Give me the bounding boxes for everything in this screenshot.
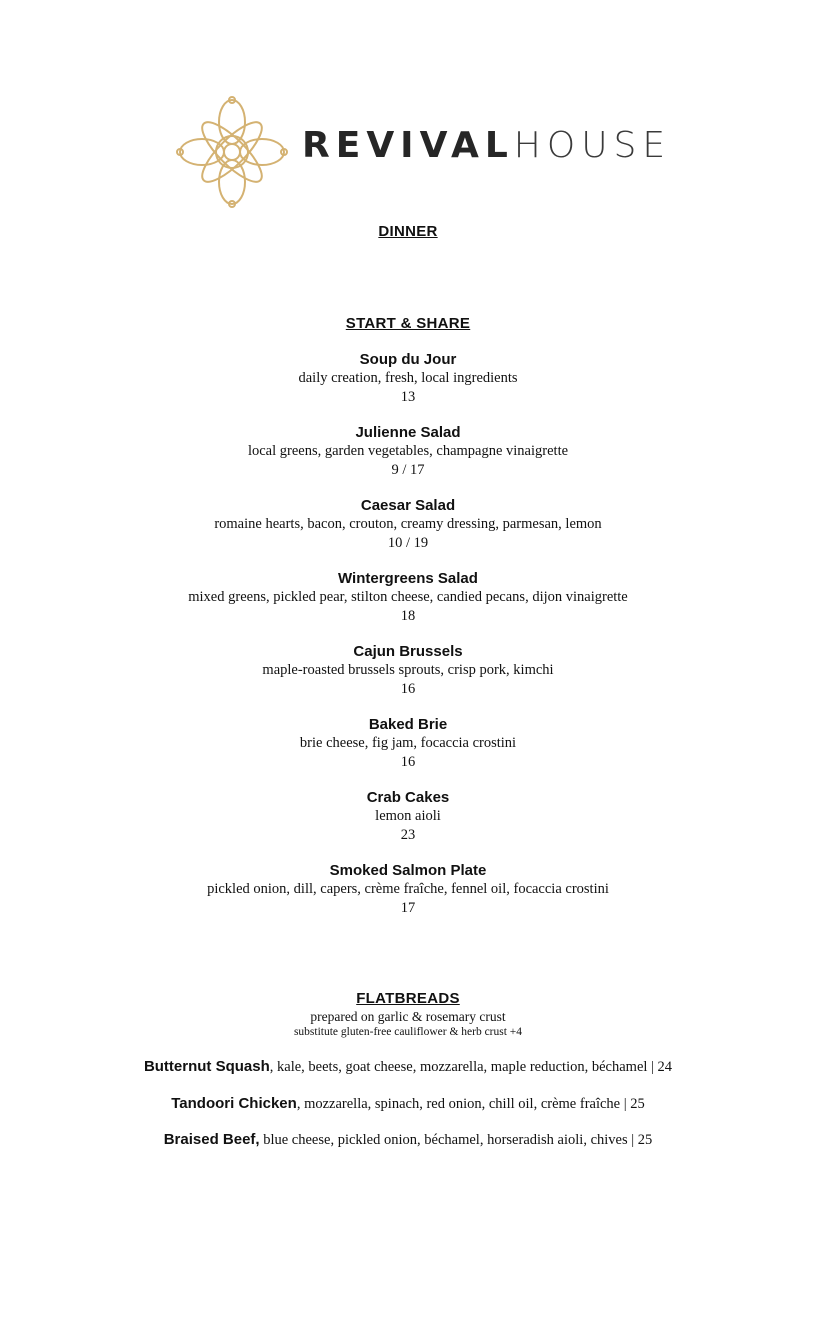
menu-item-desc: maple-roasted brussels sprouts, crisp pork, kimchi <box>262 662 554 679</box>
menu-item-price: 16 <box>400 680 416 697</box>
menu-item-price: 13 <box>400 388 416 405</box>
menu-item-price: 16 <box>400 753 416 770</box>
menu-item-price: 9 / 17 <box>391 461 425 478</box>
menu-item-name: Smoked Salmon Plate <box>329 862 487 879</box>
brand-name <box>302 125 672 166</box>
flatbreads-subtitle: prepared on garlic & rosemary crust <box>310 1009 506 1024</box>
menu-item-price: 23 <box>400 826 416 843</box>
menu-item-desc: local greens, garden vegetables, champagne vinaigrette <box>247 443 569 460</box>
menu-item <box>0 424 816 479</box>
section-heading-flatbreads: FLATBREADS <box>356 990 460 1007</box>
menu-item <box>0 351 816 406</box>
flatbreads-note: substitute gluten-free cauliflower & herb crust +4 <box>293 1026 523 1038</box>
menu-item <box>0 643 816 698</box>
flatbread-item-name: Butternut Squash <box>143 1058 270 1075</box>
flatbread-item-desc: blue cheese, pickled onion, béchamel, horseradish aioli, chives | 25 <box>259 1132 653 1148</box>
menu-item <box>0 862 816 917</box>
brand-name-part2: HOUSE <box>513 125 672 166</box>
flatbread-item-name: Tandoori Chicken <box>171 1095 297 1112</box>
menu-item-price: 17 <box>400 899 416 916</box>
section-heading-start-share: START & SHARE <box>345 315 471 332</box>
brand-logo <box>176 96 672 210</box>
menu-item-name: Cajun Brussels <box>353 643 463 660</box>
menu-item-desc: lemon aioli <box>375 808 441 825</box>
menu-title: DINNER <box>378 223 438 240</box>
menu-item-price: 10 / 19 <box>387 534 429 551</box>
menu-item-name: Crab Cakes <box>366 789 450 806</box>
flatbread-item-desc: , kale, beets, goat cheese, mozzarella, maple reduction, béchamel | 24 <box>269 1059 673 1075</box>
menu-item <box>0 497 816 552</box>
flatbread-item <box>0 1058 816 1076</box>
menu-item <box>0 716 816 771</box>
brand-name-part1: REVIVAL <box>302 125 514 166</box>
menu-item-desc: mixed greens, pickled pear, stilton cheese, candied pecans, dijon vinaigrette <box>188 589 628 606</box>
ornament-logo-icon <box>176 96 288 208</box>
menu-item <box>0 789 816 844</box>
menu-item-name: Caesar Salad <box>360 497 456 514</box>
menu-item-desc: romaine hearts, bacon, crouton, creamy dressing, parmesan, lemon <box>214 516 602 533</box>
menu-item <box>0 570 816 625</box>
menu-item-desc: daily creation, fresh, local ingredients <box>298 370 518 387</box>
flatbread-item-name: Braised Beef, <box>163 1131 260 1148</box>
menu-item-name: Soup du Jour <box>359 351 457 368</box>
menu-item-desc: pickled onion, dill, capers, crème fraîche, fennel oil, focaccia crostini <box>207 881 609 898</box>
menu-item-name: Baked Brie <box>368 716 448 733</box>
flatbread-item <box>0 1131 816 1149</box>
menu-item-name: Julienne Salad <box>355 424 461 441</box>
menu-item-price: 18 <box>400 607 416 624</box>
menu-item-desc: brie cheese, fig jam, focaccia crostini <box>299 735 517 752</box>
flatbread-item-desc: , mozzarella, spinach, red onion, chill oil, crème fraîche | 25 <box>296 1096 645 1112</box>
flatbread-item <box>0 1095 816 1113</box>
menu-item-name: Wintergreens Salad <box>338 570 478 587</box>
